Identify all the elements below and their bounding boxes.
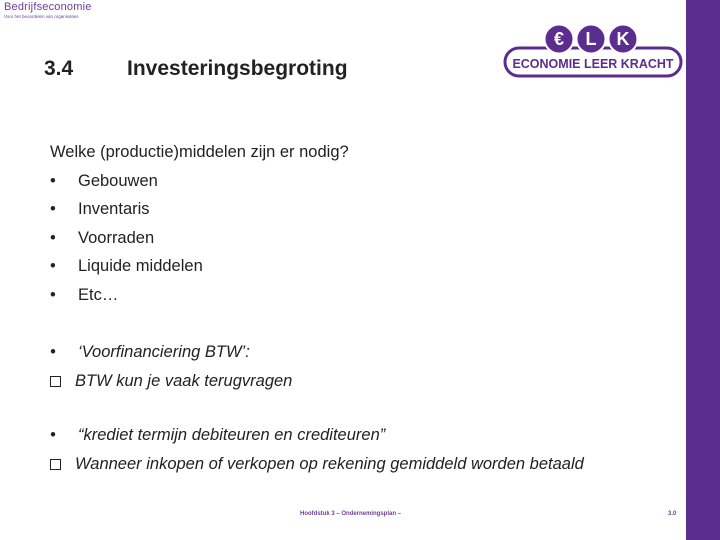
elk-logo xyxy=(502,20,684,82)
logo-letter-k: K xyxy=(616,29,630,49)
credit-heading: “krediet termijn debiteuren en crediteuren” xyxy=(78,426,386,444)
bullet: • xyxy=(50,171,56,190)
brand-subtitle: Voor het beoordelen van organisaties xyxy=(4,14,79,19)
vat-heading: ‘Voorfinanciering BTW’: xyxy=(78,343,250,361)
logo-text: ECONOMIE LEER KRACHT xyxy=(512,57,674,71)
accent-sidebar xyxy=(686,0,720,540)
logo-letter-euro: € xyxy=(553,29,565,49)
list-item-text: Etc… xyxy=(78,285,119,304)
bullet: • xyxy=(50,257,56,275)
footer-text: Hoofdstuk 3 – Ondernemingsplan – xyxy=(300,511,402,517)
list-item xyxy=(50,252,680,281)
list-item xyxy=(50,167,680,196)
checkbox-square-icon xyxy=(50,376,61,387)
list-item-text: Gebouwen xyxy=(78,171,158,190)
logo-letter-l: L xyxy=(585,29,597,49)
vat-bullet xyxy=(50,338,680,367)
list-item-text: Voorraden xyxy=(78,228,155,247)
slide-content xyxy=(50,138,680,478)
section-number: 3.4 xyxy=(44,57,74,80)
brand-title: Bedrijfseconomie xyxy=(4,1,92,13)
vat-text: BTW kun je vaak terugvragen xyxy=(75,371,293,390)
bullet: • xyxy=(50,200,56,218)
spacer xyxy=(50,395,680,421)
list-item xyxy=(50,195,680,224)
list-item-text: Liquide middelen xyxy=(78,257,203,275)
bullet: • xyxy=(50,228,56,247)
bullet: • xyxy=(50,426,56,444)
list-item-text: Inventaris xyxy=(78,200,150,218)
vat-checkbox-line xyxy=(50,367,680,396)
spacer xyxy=(50,309,680,338)
section-title: Investeringsbegroting xyxy=(127,57,348,80)
list-item xyxy=(50,224,680,253)
page-number: 3.0 xyxy=(668,511,677,517)
credit-checkbox-line xyxy=(50,450,680,479)
list-item xyxy=(50,281,680,310)
checkbox-square-icon xyxy=(50,459,61,470)
bullet: • xyxy=(50,285,56,304)
credit-bullet xyxy=(50,421,680,450)
bullet: • xyxy=(50,343,56,361)
credit-text: Wanneer inkopen of verkopen op rekening gemiddeld worden betaald xyxy=(75,454,584,473)
question-text: Welke (productie)middelen zijn er nodig? xyxy=(50,143,349,161)
